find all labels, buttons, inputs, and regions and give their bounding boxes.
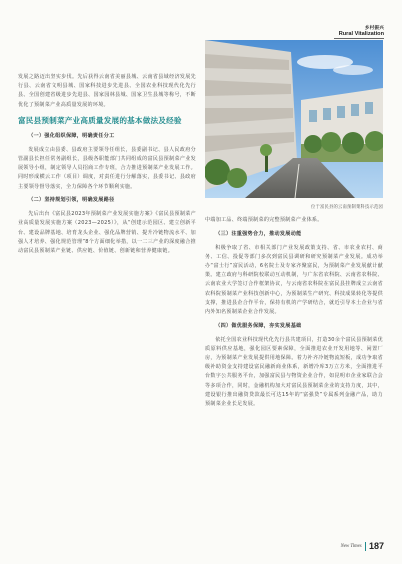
photo-illustration — [205, 40, 383, 198]
paragraph-planning: 先后出台《富民县2023年预制菜产业发展实施方案》《富民县预制菜产业高质量发展实施方案（2023—2025）》，从“创建示范园区、建立创新平台、建设品牌基地、培育龙头企业、强化品牌营销、提升冷链物流水平、加强人才培养、强化规范管理”8个方面细化举措，以一二三产业的深度融合推动富民县预制菜产业链、供应链、价值链、创新链和营养健康链。 — [18, 211, 196, 255]
page-footer — [341, 541, 384, 551]
paragraph-cooperation: 积极争取了省、市相关部门产业发展政策支持、省、市农业农村、商务、工信、投促等部门多次到富民县调研和研究预制菜产业发展。成功举办“富士行”富民活动，6名院士及专家齐聚富民，为预制菜产业发展献计献策。建立政府与科研院校联动互动机制，与广东省农科院、云南省农科院、云南农业大学签订合作框架协议，与云南省农科院在富民县挂牌成立云南省农科院预制菜产业科技创新中心，为预制菜生产研究、科技成果转化等提供支撑，推进县企合作平台，保持有机的产学研结合，就近引导本土企业与省内外知名预制菜企业合作发展。 — [205, 244, 383, 316]
subheading-planning: （二）坚持规划引领，明确发展路径 — [28, 197, 115, 204]
left-column — [18, 73, 196, 261]
photo-caption: 位于富民县的云南预制菜科技示范园 — [311, 205, 383, 210]
subheading-services: （四）做优服务保障，夯实发展基础 — [215, 322, 302, 329]
industrial-park-photo — [205, 40, 383, 198]
section-label-chinese: 乡村振兴 — [364, 26, 384, 31]
footer-divider — [365, 542, 366, 551]
magazine-name: New Times — [340, 543, 362, 549]
section-heading: 富民县预制菜产业高质量发展的基本做法及经验 — [18, 115, 182, 125]
right-column — [205, 216, 383, 414]
continuation-paragraph: 中端加工品、终端预制菜的完整预制菜产业体系。 — [205, 217, 323, 223]
paragraph-services: 依托全国农业科技现代化先行县共建项目，打造30余个富民县预制菜优质原料供应基地，强化园区要素保障，全面推进农业开发用地等、闲置厂房，为预制菜产业发展提供用地保障。着力补齐冷链物流短板，成功争取省级补助资金支持建设富民融新商业体系，新增冷库3万立方米，全面推进平台数字公共服务平台，加强富民县与物资企业合作，如昆明市企业家联合会等多项合作，同时，金融机构加大对富民县预制菜企业的支持力度，其中，建设银行推出融资贷款最长可达15年的“富强贷”专属系列金融产品，助力预制菜企业长足发展。 — [205, 336, 383, 408]
page-number: 187 — [368, 541, 384, 551]
section-label-english: Rural Vitalization — [338, 31, 384, 37]
subheading-organization: （一）强化组织保障，明确责任分工 — [28, 133, 115, 140]
subheading-cooperation: （三）注重强势合力，推动发展动能 — [215, 230, 302, 237]
intro-paragraph: 发展之路迈出坚实步伐。先后获得云南省美丽县城、云南省县域经济发展先行县、云南省文明县城、国家科技进步先进县、全国农业科技现代化先行县、全国创建省级进步先进县、国家园林县城、国家卫生县城等称号，不断优化了预制菜产业高质量发展的环境。 — [18, 74, 196, 108]
paragraph-organization: 发展成立由县委、县政府主要领导任组长，县委副书记、县人民政府分管副县长担任常务副组长，县级各职能部门共同组成的富民县预制菜产业发展领导小组，制定领导人员招商工作专班，合力推进预制菜产业发展工作。同时形成横云工作（项目）调度，对责任进行分解落实，县委书记、县政府主要领导督导落实，全力保障各个环节顺利实施。 — [18, 146, 196, 190]
header-rule — [334, 38, 384, 39]
